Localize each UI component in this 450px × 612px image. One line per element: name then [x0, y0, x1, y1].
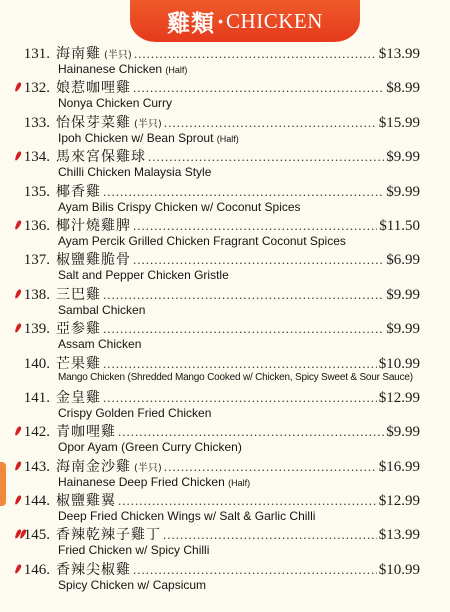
menu-item-description — [58, 578, 206, 592]
item-number: 141. — [23, 389, 50, 406]
menu-item-header — [0, 215, 420, 234]
item-name-chinese: 椒鹽雞翼 — [56, 493, 116, 510]
dot-leader — [164, 459, 377, 475]
menu-item-description — [58, 96, 172, 110]
item-note-english: (Half) — [216, 133, 239, 144]
menu-item-description — [58, 543, 209, 557]
item-name-english: Assam Chicken — [58, 337, 142, 352]
item-name-chinese: 香辣乾辣子雞丁 — [56, 527, 161, 544]
menu-item-description — [58, 440, 242, 454]
menu-item — [0, 215, 450, 249]
item-name-english: Mango Chicken (Shredded Mango Cooked w/ Chicken, Spicy Sweet & Sour Sauce) — [58, 371, 413, 383]
item-number: 133. — [23, 114, 50, 131]
item-price: $13.99 — [378, 46, 420, 62]
menu-item-description — [58, 131, 239, 145]
item-name-english: Ayam Bilis Crispy Chicken w/ Coconut Spices — [58, 199, 301, 214]
menu-item — [0, 318, 450, 352]
menu-item-header — [0, 43, 420, 62]
item-name-english: Hainanese Chicken — [58, 62, 163, 76]
menu-list — [0, 43, 450, 593]
menu-item-description — [58, 268, 229, 282]
item-name-english: Ayam Percik Grilled Chicken Fragrant Coconut Spices — [58, 233, 346, 248]
item-price: $9.99 — [386, 149, 420, 166]
menu-item — [0, 43, 450, 77]
menu-item-header — [0, 318, 420, 337]
section-header — [130, 0, 360, 42]
item-note-english: (Half) — [165, 65, 188, 75]
menu-item-description — [58, 62, 187, 76]
item-price: $11.50 — [379, 217, 420, 234]
item-name-english: Deep Fried Chicken Wings w/ Salt & Garlic Chilli — [58, 509, 316, 524]
menu-item — [0, 559, 450, 593]
item-number: 145. — [23, 527, 50, 544]
item-price: $12.99 — [378, 389, 420, 406]
item-number: 132. — [23, 80, 50, 97]
dot-leader — [103, 356, 377, 372]
item-name-chinese: 娘惹咖哩雞 — [56, 80, 131, 97]
menu-item-header — [0, 490, 420, 509]
item-name-english: Salt and Pepper Chicken Gristle — [58, 268, 229, 283]
item-price: $9.99 — [386, 183, 420, 200]
dot-leader — [103, 321, 384, 337]
menu-item — [0, 77, 450, 111]
item-price: $16.99 — [378, 458, 420, 475]
item-number: 134. — [23, 149, 50, 166]
menu-item-description — [58, 509, 315, 523]
menu-item-description — [58, 406, 211, 420]
item-price: $6.99 — [386, 252, 420, 269]
menu-item-header — [0, 421, 420, 440]
dot-leader — [133, 562, 377, 578]
dot-leader — [148, 149, 384, 165]
item-name-english: Chilli Chicken Malaysia Style — [58, 165, 212, 180]
item-number: 146. — [23, 561, 50, 578]
menu-item — [0, 353, 450, 387]
item-price: $15.99 — [378, 114, 420, 131]
menu-item — [0, 181, 450, 215]
menu-item — [0, 387, 450, 421]
item-note-english: (Half) — [228, 477, 251, 488]
item-name-chinese: 金皇雞 — [56, 389, 101, 406]
item-price: $10.99 — [378, 355, 420, 372]
item-name-chinese: 海南金沙雞 — [56, 458, 131, 475]
item-name-chinese: 椰汁燒雞脾 — [56, 217, 131, 234]
title-separator: • — [218, 13, 224, 29]
menu-item-header — [0, 456, 420, 475]
menu-item-header — [0, 249, 420, 268]
menu-item-description — [58, 200, 301, 214]
menu-item — [0, 421, 450, 455]
section-title-chinese: 雞類 — [167, 9, 216, 37]
dot-leader — [134, 46, 377, 62]
menu-item-header — [0, 112, 420, 131]
menu-item-header — [0, 559, 420, 578]
item-name-english: Fried Chicken w/ Spicy Chilli — [58, 543, 210, 558]
item-note-chinese: (半只) — [134, 118, 162, 130]
item-name-english: Ipoh Chicken w/ Bean Sprout — [58, 130, 214, 145]
dot-leader — [133, 218, 377, 234]
item-price: $8.99 — [386, 80, 420, 97]
menu-item — [0, 524, 450, 558]
menu-item-header — [0, 77, 420, 96]
menu-item-description — [58, 234, 346, 248]
item-name-chinese: 椒鹽雞脆骨 — [56, 252, 131, 269]
menu-item-header — [0, 387, 420, 406]
dot-leader — [164, 115, 377, 131]
dot-leader — [118, 493, 377, 509]
dot-leader — [118, 424, 384, 440]
item-price: $10.99 — [378, 561, 420, 578]
dot-leader — [133, 80, 384, 96]
menu-item — [0, 112, 450, 146]
menu-item-description — [58, 372, 413, 383]
item-name-english: Opor Ayam (Green Curry Chicken) — [58, 440, 242, 455]
dot-leader — [103, 287, 384, 303]
dot-leader — [103, 390, 377, 406]
menu-item-header — [0, 353, 420, 372]
menu-item — [0, 146, 450, 180]
item-price: $13.99 — [378, 527, 420, 544]
dot-leader — [133, 252, 384, 268]
menu-item-header — [0, 181, 420, 200]
item-name-chinese: 海南雞 — [56, 46, 101, 62]
dot-leader — [163, 527, 377, 543]
menu-item-header — [0, 524, 420, 543]
item-name-english: Spicy Chicken w/ Capsicum — [58, 577, 207, 592]
item-name-english: Hainanese Deep Fried Chicken — [58, 474, 225, 489]
item-name-chinese: 青咖哩雞 — [56, 424, 116, 441]
item-price: $9.99 — [386, 424, 420, 441]
item-name-chinese: 馬來宮保雞球 — [56, 149, 146, 166]
item-note-chinese: (半只) — [134, 462, 162, 474]
section-title-english: CHICKEN — [226, 8, 323, 33]
item-number: 144. — [23, 493, 50, 510]
item-price: $9.99 — [386, 321, 420, 338]
item-name-chinese: 芒果雞 — [56, 355, 101, 372]
menu-item — [0, 249, 450, 283]
item-number: 142. — [23, 424, 50, 441]
item-number: 143. — [23, 458, 50, 475]
item-name-english: Nonya Chicken Curry — [58, 96, 173, 111]
item-note-chinese: (半只) — [104, 50, 132, 61]
item-name-chinese: 香辣尖椒雞 — [56, 561, 131, 578]
menu-item-header — [0, 146, 420, 165]
item-name-chinese: 三巴雞 — [56, 286, 101, 303]
item-price: $9.99 — [386, 286, 420, 303]
menu-item — [0, 456, 450, 490]
item-name-chinese: 怡保芽菜雞 — [56, 114, 131, 131]
item-name-chinese: 椰香雞 — [56, 183, 101, 200]
menu-item — [0, 284, 450, 318]
menu-item-description — [58, 475, 250, 489]
menu-item-description — [58, 165, 211, 179]
item-name-chinese: 亞参雞 — [56, 321, 101, 338]
item-number: 136. — [23, 217, 50, 234]
item-number: 138. — [23, 286, 50, 303]
item-price: $12.99 — [378, 493, 420, 510]
menu-item-header — [0, 284, 420, 303]
item-number: 140. — [23, 355, 50, 372]
item-number: 135. — [23, 183, 50, 200]
menu-item-description — [58, 303, 145, 317]
item-number: 137. — [23, 252, 50, 269]
item-number: 131. — [23, 46, 50, 62]
item-name-english: Sambal Chicken — [58, 302, 146, 317]
menu-item-description — [58, 337, 141, 351]
menu-item — [0, 490, 450, 524]
item-name-english: Crispy Golden Fried Chicken — [58, 405, 212, 420]
item-number: 139. — [23, 321, 50, 338]
dot-leader — [103, 184, 384, 200]
